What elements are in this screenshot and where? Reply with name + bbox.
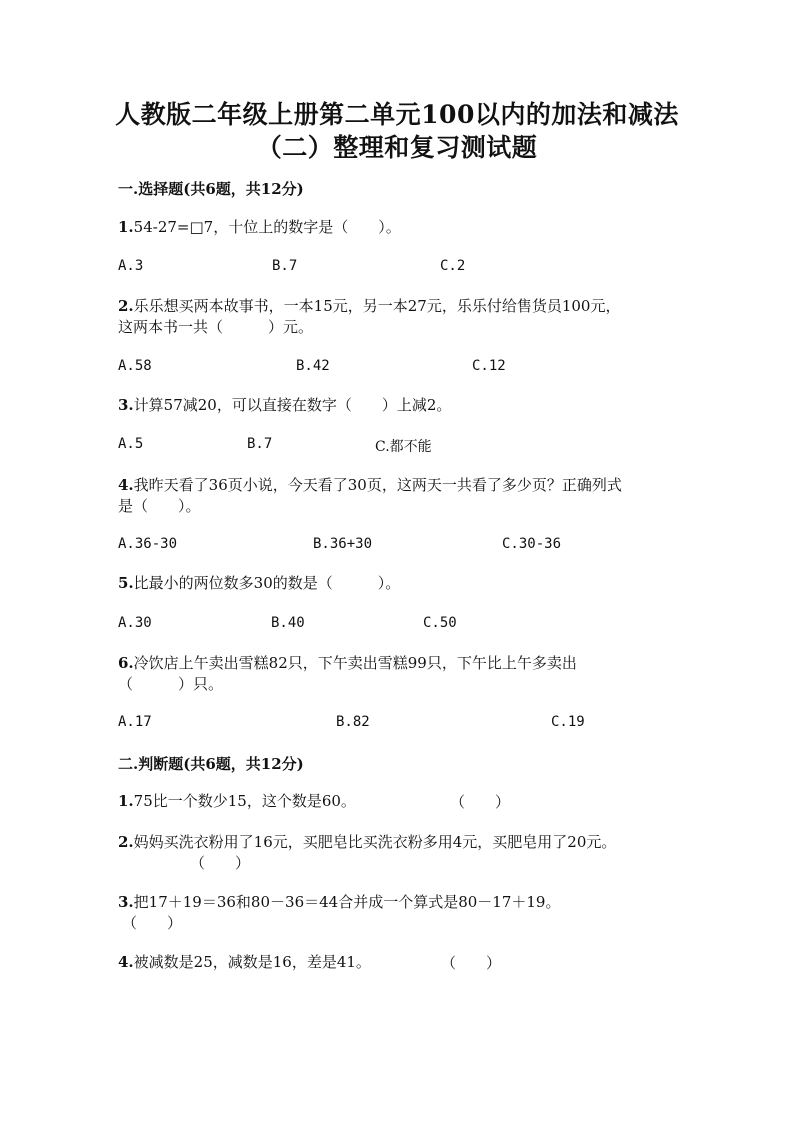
question-number: 1. xyxy=(118,218,134,236)
answer-parenthesis[interactable]: （ ） xyxy=(450,793,511,811)
question-number: 2. xyxy=(118,833,134,851)
page-subtitle: （二）整理和复习测试题 xyxy=(256,133,538,162)
page-title: 人教版二年级上册第二单元100以内的加法和减法 xyxy=(115,100,679,129)
option-a[interactable]: A.3 xyxy=(118,258,144,274)
question-text: 冷饮店上午卖出雪糕82只，下午卖出雪糕99只，下午比上午多卖出 xyxy=(133,654,577,672)
question-number: 3. xyxy=(118,893,134,911)
question-number: 1. xyxy=(118,792,134,810)
question-text-line2: （ ）只。 xyxy=(118,675,224,693)
question-text: 我昨天看了36页小说，今天看了30页，这两天一共看了多少页？正确列式 xyxy=(133,476,622,494)
choice-question-6 xyxy=(118,653,678,695)
question-number: 2. xyxy=(118,297,134,315)
judgement-question-4 xyxy=(118,952,678,973)
option-c[interactable]: C.2 xyxy=(440,258,466,274)
option-c[interactable]: C.12 xyxy=(472,358,506,374)
answer-parenthesis[interactable]: （ ） xyxy=(190,854,251,872)
question-text: 54-27=□7，十位上的数字是（ ）。 xyxy=(133,218,401,236)
judgement-question-1 xyxy=(118,791,678,812)
option-a[interactable]: A.5 xyxy=(118,436,144,452)
question-text: 计算57减20，可以直接在数字（ ）上减2。 xyxy=(133,396,452,414)
question-text-line2: 是（ ）。 xyxy=(118,497,201,515)
question-number: 5. xyxy=(118,574,134,592)
question-text: 把17＋19＝36和80－36＝44合并成一个算式是80－17＋19。 xyxy=(133,893,561,911)
choice-question-3 xyxy=(118,395,678,416)
judgement-question-3 xyxy=(118,892,678,913)
option-a[interactable]: A.36-30 xyxy=(118,536,178,552)
question-text: 被减数是25，减数是16，差是41。 xyxy=(133,953,371,971)
answer-parenthesis[interactable]: （ ） xyxy=(122,914,183,932)
option-a[interactable]: A.58 xyxy=(118,358,152,374)
question-number: 6. xyxy=(118,654,134,672)
question-number: 4. xyxy=(118,476,134,494)
option-c[interactable]: C.30-36 xyxy=(502,536,562,552)
option-b[interactable]: B.42 xyxy=(296,358,330,374)
question-text: 75比一个数少15，这个数是60。 xyxy=(133,792,356,810)
choice-question-2 xyxy=(118,296,678,338)
section-heading-choice: 一.选择题(共6题，共12分) xyxy=(118,180,304,198)
choice-question-1 xyxy=(118,217,678,238)
option-c[interactable]: C.50 xyxy=(423,615,457,631)
question-text-line2: 这两本书一共（ ）元。 xyxy=(118,318,314,336)
option-c[interactable]: C.19 xyxy=(551,714,585,730)
judgement-question-2 xyxy=(118,832,678,853)
answer-parenthesis[interactable]: （ ） xyxy=(441,954,502,972)
option-a[interactable]: A.30 xyxy=(118,615,152,631)
option-c[interactable] xyxy=(375,436,432,456)
option-b[interactable]: B.7 xyxy=(247,436,273,452)
question-text: 妈妈买洗衣粉用了16元，买肥皂比买洗衣粉多用4元，买肥皂用了20元。 xyxy=(133,833,617,851)
choice-question-4 xyxy=(118,475,678,517)
question-text: 比最小的两位数多30的数是（ ）。 xyxy=(133,574,401,592)
section-heading-true-false: 二.判断题(共6题，共12分) xyxy=(118,755,304,773)
option-b[interactable]: B.36+30 xyxy=(313,536,373,552)
question-text: 乐乐想买两本故事书，一本15元，另一本27元，乐乐付给售货员100元， xyxy=(133,297,621,315)
question-number: 3. xyxy=(118,396,134,414)
option-b[interactable]: B.40 xyxy=(271,615,305,631)
option-b[interactable]: B.82 xyxy=(336,714,370,730)
option-b[interactable]: B.7 xyxy=(272,258,298,274)
option-a[interactable]: A.17 xyxy=(118,714,152,730)
question-number: 4. xyxy=(118,953,134,971)
choice-question-5 xyxy=(118,573,678,594)
option-c-label: C.都不能 xyxy=(375,439,432,455)
